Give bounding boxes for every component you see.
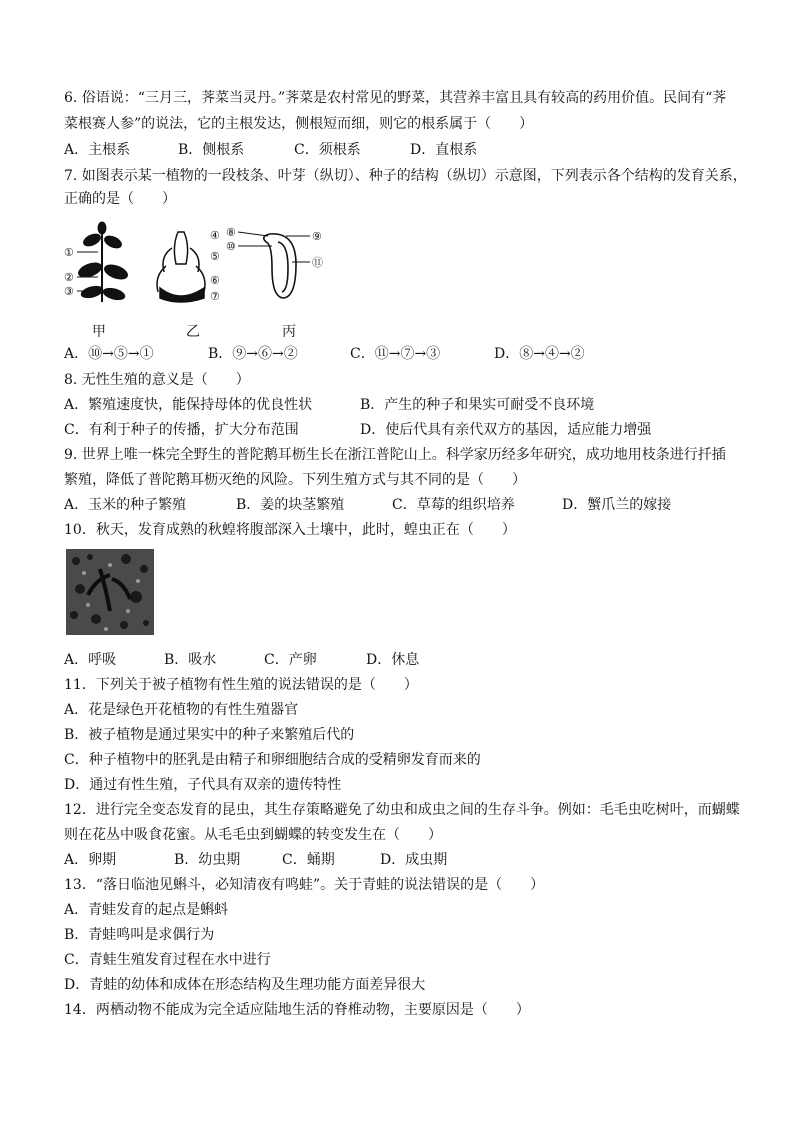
q11-option-b: B．被子植物是通过果实中的种子来繁殖后代的 bbox=[64, 727, 355, 743]
q6-stem-line1: 6. 俗语说：“三月三，荠菜当灵丹。”荠菜是农村常见的野菜，其营养丰富且具有较高的药用价值。民间有“荠 bbox=[64, 90, 727, 106]
q10-stem: 10．秋天，发育成熟的秋蝗将腹部深入土壤中，此时，蝗虫正在（ ） bbox=[64, 522, 516, 538]
q9-stem-line2: 繁殖，降低了普陀鹅耳枥灭绝的风险。下列生殖方式与其不同的是（ ） bbox=[64, 472, 526, 488]
q12-option-c: C．蛹期 bbox=[282, 852, 335, 868]
fig-number-5: ⑤ bbox=[210, 250, 220, 263]
q13-option-b: B．青蛙鸣叫是求偶行为 bbox=[64, 927, 215, 943]
q7-option-c: C．⑪→⑦→③ bbox=[350, 346, 441, 362]
q6-option-a: A．主根系 bbox=[64, 142, 131, 158]
q11-option-a: A．花是绿色开花植物的有性生殖器官 bbox=[64, 702, 299, 718]
fig-number-4: ④ bbox=[210, 229, 220, 242]
figure-label-jia: 甲 bbox=[92, 324, 106, 340]
branch-illustration bbox=[77, 222, 130, 302]
fig-number-11: ⑪ bbox=[312, 256, 323, 269]
q12-option-b: B．幼虫期 bbox=[174, 852, 241, 868]
figure-yi-bud bbox=[150, 226, 224, 306]
q14-stem: 14．两栖动物不能成为完全适应陆地生活的脊椎动物，主要原因是（ ） bbox=[64, 1002, 530, 1018]
fig-number-3: ③ bbox=[64, 285, 74, 298]
q9-option-a: A．玉米的种子繁殖 bbox=[64, 497, 187, 513]
fig-number-8: ⑧ bbox=[226, 226, 236, 239]
q10-option-c: C．产卵 bbox=[264, 652, 317, 668]
fig-number-10: ⑩ bbox=[226, 240, 236, 253]
q13-option-c: C．青蛙生殖发育过程在水中进行 bbox=[64, 952, 271, 968]
q9-option-d: D．蟹爪兰的嫁接 bbox=[562, 497, 672, 513]
q6-option-b: B．侧根系 bbox=[178, 142, 245, 158]
q7-option-a: A．⑩→⑤→① bbox=[64, 346, 154, 362]
fig-number-1: ① bbox=[64, 246, 74, 259]
q12-option-a: A．卵期 bbox=[64, 852, 117, 868]
figure-label-bing: 丙 bbox=[282, 324, 296, 340]
fig-number-9: ⑨ bbox=[312, 230, 322, 243]
q13-option-a: A．青蛙发育的起点是蝌蚪 bbox=[64, 902, 229, 918]
q12-stem-line1: 12．进行完全变态发育的昆虫，其生存策略避免了幼虫和成虫之间的生存斗争。例如：毛毛虫吃树叶，而蝴蝶 bbox=[64, 802, 740, 818]
seed-illustration bbox=[238, 232, 310, 298]
q8-stem: 8. 无性生殖的意义是（ ） bbox=[64, 372, 250, 388]
q12-stem-line2: 则在花丛中吸食花蜜。从毛毛虫到蝴蝶的转变发生在（ ） bbox=[64, 827, 442, 843]
figure-bing-seed bbox=[226, 224, 326, 304]
q8-option-d: D．使后代具有亲代双方的基因，适应能力增强 bbox=[360, 422, 652, 438]
q13-option-d: D．青蛙的幼体和成体在形态结构及生理功能方面差异很大 bbox=[64, 977, 426, 993]
q6-stem-line2: 菜根赛人参”的说法，它的主根发达，侧根短而细，则它的根系属于（ ） bbox=[64, 116, 534, 132]
q10-option-b: B．吸水 bbox=[164, 652, 217, 668]
figure-label-yi: 乙 bbox=[186, 324, 200, 340]
q9-option-b: B．姜的块茎繁殖 bbox=[236, 497, 345, 513]
q7-stem-line1: 7. 如图表示某一植物的一段枝条、叶芽（纵切）、种子的结构（纵切）示意图，下列表示各个结构的发育关系， bbox=[64, 168, 747, 184]
q7-stem-line2: 正确的是（ ） bbox=[64, 191, 176, 207]
q13-stem: 13．“落日临池见蝌斗，必知清夜有鸣蛙”。关于青蛙的说法错误的是（ ） bbox=[64, 877, 545, 893]
locust-photo bbox=[66, 549, 154, 635]
q8-option-b: B．产生的种子和果实可耐受不良环境 bbox=[360, 397, 595, 413]
figure-jia-branch bbox=[64, 220, 144, 304]
q11-stem: 11．下列关于被子植物有性生殖的说法错误的是（ ） bbox=[64, 677, 418, 693]
q10-option-a: A．呼吸 bbox=[64, 652, 117, 668]
q6-option-c: C．须根系 bbox=[294, 142, 361, 158]
q12-option-d: D．成虫期 bbox=[380, 852, 448, 868]
bud-illustration bbox=[157, 232, 205, 302]
q11-option-c: C．种子植物中的胚乳是由精子和卵细胞结合成的受精卵发育而来的 bbox=[64, 752, 481, 768]
q9-option-c: C．草莓的组织培养 bbox=[392, 497, 515, 513]
fig-number-2: ② bbox=[64, 271, 74, 284]
fig-number-7: ⑦ bbox=[210, 290, 220, 303]
fig-number-6: ⑥ bbox=[210, 274, 220, 287]
q10-option-d: D．休息 bbox=[366, 652, 420, 668]
q6-option-d: D．直根系 bbox=[410, 142, 478, 158]
q7-option-d: D．⑧→④→② bbox=[494, 346, 585, 362]
q11-option-d: D．通过有性生殖，子代具有双亲的遗传特性 bbox=[64, 777, 342, 793]
q9-stem-line1: 9. 世界上唯一株完全野生的普陀鹅耳枥生长在浙江普陀山上。科学家历经多年研究，成功地用枝条进行扦插 bbox=[64, 447, 726, 463]
q8-option-a: A．繁殖速度快，能保持母体的优良性状 bbox=[64, 397, 313, 413]
q8-option-c: C．有利于种子的传播，扩大分布范围 bbox=[64, 422, 299, 438]
q7-option-b: B．⑨→⑥→② bbox=[208, 346, 298, 362]
